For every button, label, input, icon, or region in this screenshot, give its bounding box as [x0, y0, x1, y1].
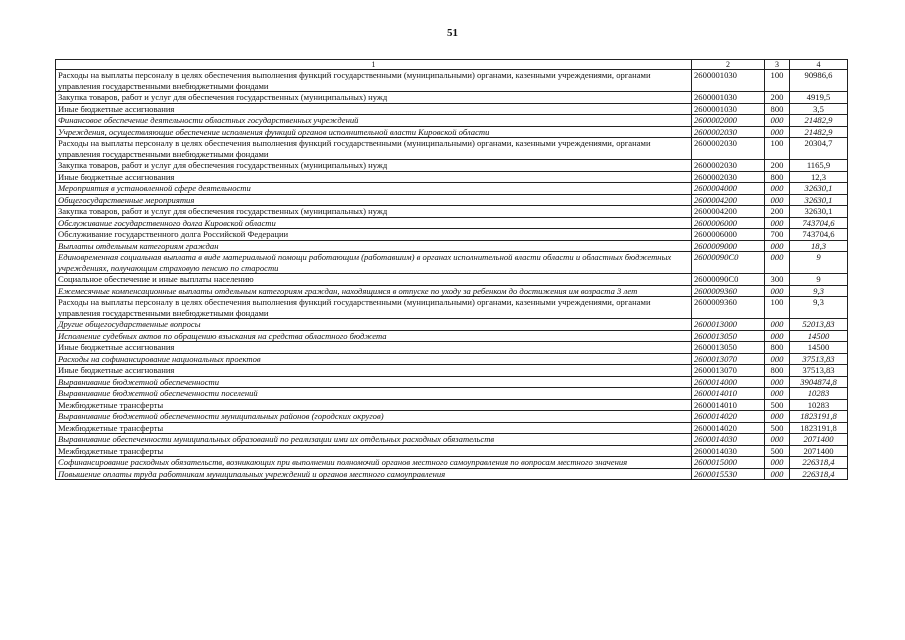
row-name-cell: Выравнивание обеспеченности муниципальных образований по реализации ими их отдельных расходных обязательств [56, 434, 692, 446]
row-type-cell: 500 [765, 399, 790, 411]
row-code-cell: 2600013070 [692, 365, 765, 377]
row-code-cell: 2600013070 [692, 353, 765, 365]
table-row [56, 353, 848, 365]
row-amount-cell: 21482,9 [790, 115, 848, 127]
row-type-cell: 200 [765, 160, 790, 172]
row-amount-cell: 3,5 [790, 103, 848, 115]
row-code-cell: 2600015530 [692, 468, 765, 480]
table-row [56, 171, 848, 183]
row-name-cell: Выплаты отдельным категориям граждан [56, 240, 692, 252]
row-amount-cell: 2071400 [790, 445, 848, 457]
row-name-cell: Софинансирование расходных обязательств, возникающих при выполнении полномочий органов местного самоуправления по вопросам местного значения [56, 457, 692, 469]
row-type-cell: 000 [765, 330, 790, 342]
row-amount-cell: 18,3 [790, 240, 848, 252]
table-row [56, 252, 848, 274]
row-name-cell: Выравнивание бюджетной обеспеченности поселений [56, 388, 692, 400]
row-name-cell: Закупка товаров, работ и услуг для обеспечения государственных (муниципальных) нужд [56, 160, 692, 172]
column-header-1: 1 [56, 60, 692, 70]
row-amount-cell: 21482,9 [790, 126, 848, 138]
row-amount-cell: 9,3 [790, 285, 848, 297]
row-type-cell: 300 [765, 274, 790, 286]
row-name-cell: Иные бюджетные ассигнования [56, 342, 692, 354]
row-type-cell: 000 [765, 434, 790, 446]
table-row [56, 342, 848, 354]
table-row [56, 240, 848, 252]
row-name-cell: Межбюджетные трансферты [56, 399, 692, 411]
row-type-cell: 000 [765, 240, 790, 252]
row-code-cell: 2600004000 [692, 183, 765, 195]
page-number: 51 [447, 27, 458, 39]
row-name-cell: Выравнивание бюджетной обеспеченности муниципальных районов (городских округов) [56, 411, 692, 423]
row-name-cell: Иные бюджетные ассигнования [56, 103, 692, 115]
row-amount-cell: 10283 [790, 388, 848, 400]
row-amount-cell: 1823191,8 [790, 411, 848, 423]
row-amount-cell: 743704,6 [790, 229, 848, 241]
row-amount-cell: 3904874,8 [790, 376, 848, 388]
row-amount-cell: 743704,6 [790, 217, 848, 229]
row-name-cell: Общегосударственные мероприятия [56, 194, 692, 206]
row-amount-cell: 52013,83 [790, 319, 848, 331]
table-row [56, 411, 848, 423]
row-code-cell: 2600006000 [692, 217, 765, 229]
row-amount-cell: 32630,1 [790, 183, 848, 195]
row-amount-cell: 32630,1 [790, 194, 848, 206]
row-amount-cell: 20304,7 [790, 138, 848, 160]
row-amount-cell: 32630,1 [790, 206, 848, 218]
row-name-cell: Закупка товаров, работ и услуг для обеспечения государственных (муниципальных) нужд [56, 92, 692, 104]
row-name-cell: Закупка товаров, работ и услуг для обеспечения государственных (муниципальных) нужд [56, 206, 692, 218]
budget-table [55, 59, 848, 480]
row-code-cell: 2600004200 [692, 194, 765, 206]
row-name-cell: Учреждения, осуществляющие обеспечение исполнения функций органов исполнительной власти Кировской области [56, 126, 692, 138]
table-row [56, 388, 848, 400]
column-header-2: 2 [692, 60, 765, 70]
row-type-cell: 200 [765, 92, 790, 104]
row-type-cell: 000 [765, 411, 790, 423]
table-row [56, 92, 848, 104]
table-row [56, 183, 848, 195]
row-amount-cell: 2071400 [790, 434, 848, 446]
row-amount-cell: 1165,9 [790, 160, 848, 172]
table-body [56, 70, 848, 480]
row-amount-cell: 4919,5 [790, 92, 848, 104]
row-type-cell: 000 [765, 468, 790, 480]
table-row [56, 365, 848, 377]
row-amount-cell: 1823191,8 [790, 422, 848, 434]
row-code-cell: 2600009360 [692, 297, 765, 319]
row-name-cell: Социальное обеспечение и иные выплаты населению [56, 274, 692, 286]
row-type-cell: 800 [765, 342, 790, 354]
row-amount-cell: 14500 [790, 330, 848, 342]
row-name-cell: Исполнение судебных актов по обращению взыскания на средства областного бюджета [56, 330, 692, 342]
row-type-cell: 000 [765, 353, 790, 365]
row-type-cell: 000 [765, 183, 790, 195]
row-code-cell: 2600004200 [692, 206, 765, 218]
row-code-cell: 2600013050 [692, 330, 765, 342]
row-code-cell: 2600002000 [692, 115, 765, 127]
row-code-cell: 2600009000 [692, 240, 765, 252]
table-row [56, 126, 848, 138]
row-type-cell: 000 [765, 376, 790, 388]
table-row [56, 103, 848, 115]
column-header-3: 3 [765, 60, 790, 70]
row-code-cell: 2600006000 [692, 229, 765, 241]
row-code-cell: 2600015000 [692, 457, 765, 469]
row-type-cell: 000 [765, 126, 790, 138]
table-row [56, 457, 848, 469]
row-code-cell: 2600002030 [692, 126, 765, 138]
row-code-cell: 2600014010 [692, 388, 765, 400]
row-code-cell: 2600014020 [692, 422, 765, 434]
row-type-cell: 000 [765, 252, 790, 274]
row-name-cell: Обслуживание государственного долга Кировской области [56, 217, 692, 229]
row-name-cell: Финансовое обеспечение деятельности областных государственных учреждений [56, 115, 692, 127]
row-name-cell: Межбюджетные трансферты [56, 422, 692, 434]
row-name-cell: Выравнивание бюджетной обеспеченности [56, 376, 692, 388]
row-name-cell: Обслуживание государственного долга Российской Федерации [56, 229, 692, 241]
row-type-cell: 000 [765, 115, 790, 127]
row-name-cell: Расходы на выплаты персоналу в целях обеспечения выполнения функций государственными (муниципальными) органами, казенными учреждениями, органами управления государственными внебюджетными фондами [56, 138, 692, 160]
row-code-cell: 26000090С0 [692, 252, 765, 274]
row-code-cell: 26000090С0 [692, 274, 765, 286]
row-code-cell: 2600014020 [692, 411, 765, 423]
table-row [56, 319, 848, 331]
row-type-cell: 000 [765, 194, 790, 206]
table-row [56, 194, 848, 206]
table-row [56, 445, 848, 457]
row-amount-cell: 9 [790, 252, 848, 274]
row-amount-cell: 9 [790, 274, 848, 286]
row-amount-cell: 10283 [790, 399, 848, 411]
table-header-row [56, 60, 848, 70]
row-name-cell: Расходы на выплаты персоналу в целях обеспечения выполнения функций государственными (муниципальными) органами, казенными учреждениями, органами управления государственными внебюджетными фондами [56, 70, 692, 92]
table-row [56, 297, 848, 319]
row-name-cell: Повышение оплаты труда работникам муниципальных учреждений и органов местного самоуправления [56, 468, 692, 480]
table-row [56, 376, 848, 388]
row-code-cell: 2600014030 [692, 434, 765, 446]
row-name-cell: Ежемесячные компенсационные выплаты отдельным категориям граждан, находящимся в отпуске по уходу за ребенком до достижения им возраста 3 лет [56, 285, 692, 297]
table-row [56, 229, 848, 241]
table-row [56, 434, 848, 446]
row-type-cell: 500 [765, 422, 790, 434]
table-row [56, 399, 848, 411]
row-code-cell: 2600001030 [692, 70, 765, 92]
row-code-cell: 2600002030 [692, 171, 765, 183]
row-amount-cell: 37513,83 [790, 353, 848, 365]
row-name-cell: Иные бюджетные ассигнования [56, 171, 692, 183]
row-code-cell: 2600002030 [692, 138, 765, 160]
row-amount-cell: 12,3 [790, 171, 848, 183]
row-name-cell: Мероприятия в установленной сфере деятельности [56, 183, 692, 195]
row-code-cell: 2600013000 [692, 319, 765, 331]
row-amount-cell: 90986,6 [790, 70, 848, 92]
table-row [56, 115, 848, 127]
row-code-cell: 2600014010 [692, 399, 765, 411]
table-row [56, 217, 848, 229]
table-row [56, 285, 848, 297]
row-type-cell: 000 [765, 217, 790, 229]
row-type-cell: 100 [765, 138, 790, 160]
row-name-cell: Расходы на выплаты персоналу в целях обеспечения выполнения функций государственными (муниципальными) органами, казенными учреждениями, органами управления государственными внебюджетными фондами [56, 297, 692, 319]
row-type-cell: 100 [765, 297, 790, 319]
row-amount-cell: 14500 [790, 342, 848, 354]
table-row [56, 70, 848, 92]
row-type-cell: 500 [765, 445, 790, 457]
row-code-cell: 2600013050 [692, 342, 765, 354]
row-name-cell: Расходы на софинансирование национальных проектов [56, 353, 692, 365]
table-row [56, 138, 848, 160]
row-type-cell: 200 [765, 206, 790, 218]
row-code-cell: 2600014030 [692, 445, 765, 457]
row-type-cell: 100 [765, 70, 790, 92]
row-type-cell: 000 [765, 285, 790, 297]
row-amount-cell: 226318,4 [790, 468, 848, 480]
table-row [56, 160, 848, 172]
row-type-cell: 700 [765, 229, 790, 241]
row-code-cell: 2600009360 [692, 285, 765, 297]
row-name-cell: Другие общегосударственные вопросы [56, 319, 692, 331]
row-code-cell: 2600014000 [692, 376, 765, 388]
row-type-cell: 000 [765, 388, 790, 400]
row-name-cell: Единовременная социальная выплата в виде материальной помощи работающим (работавшим) в органах исполнительной власти области и областных бюджетных учреждениях, получающим страховую пенсию по старости [56, 252, 692, 274]
table-row [56, 330, 848, 342]
row-amount-cell: 37513,83 [790, 365, 848, 377]
row-type-cell: 000 [765, 457, 790, 469]
table-row [56, 274, 848, 286]
row-code-cell: 2600001030 [692, 92, 765, 104]
row-type-cell: 800 [765, 365, 790, 377]
row-type-cell: 800 [765, 171, 790, 183]
row-code-cell: 2600002030 [692, 160, 765, 172]
row-code-cell: 2600001030 [692, 103, 765, 115]
row-amount-cell: 226318,4 [790, 457, 848, 469]
row-amount-cell: 9,3 [790, 297, 848, 319]
table-row [56, 468, 848, 480]
row-type-cell: 800 [765, 103, 790, 115]
table-row [56, 206, 848, 218]
column-header-4: 4 [790, 60, 848, 70]
row-name-cell: Межбюджетные трансферты [56, 445, 692, 457]
row-name-cell: Иные бюджетные ассигнования [56, 365, 692, 377]
table-row [56, 422, 848, 434]
row-type-cell: 000 [765, 319, 790, 331]
